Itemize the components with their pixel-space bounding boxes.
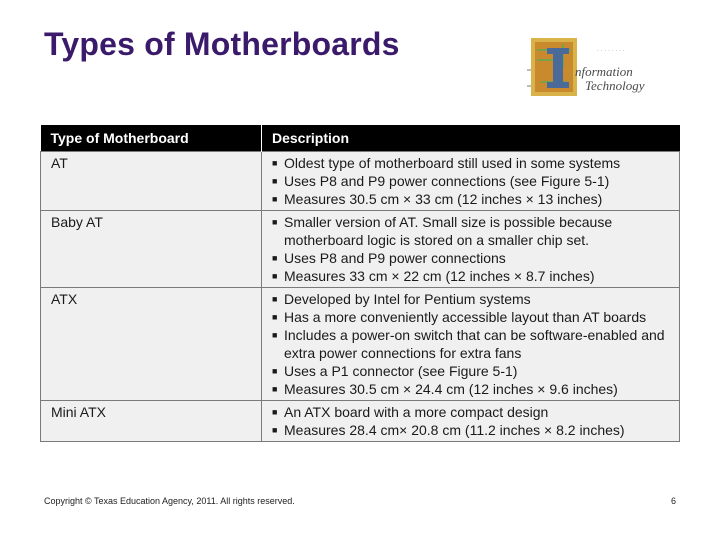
square-bullet-icon: ■ xyxy=(272,158,278,168)
row-type: Baby AT xyxy=(41,211,262,288)
slide-title: Types of Motherboards xyxy=(44,26,400,62)
information-technology-logo xyxy=(527,30,682,100)
bullet-item: ■ Uses P8 and P9 power connections (see Figure 5-1) xyxy=(272,173,610,189)
bullet-item: ■ Uses P8 and P9 power connections xyxy=(272,250,506,266)
bullet-item: ■ Has a more conveniently accessible layout than AT boards xyxy=(272,309,647,325)
row-type: ATX xyxy=(41,288,262,401)
row-description xyxy=(262,288,680,401)
logo-text-line2: Technology xyxy=(585,78,645,93)
bullet-item: ■ Oldest type of motherboard still used in some systems xyxy=(272,155,621,171)
square-bullet-icon: ■ xyxy=(272,425,278,435)
bullet-item: ■ Measures 30.5 cm × 24.4 cm (12 inches × 9.6 inches) xyxy=(272,381,618,397)
logo-text-line1: nformation xyxy=(575,64,633,79)
square-bullet-icon: ■ xyxy=(272,176,278,186)
row-description xyxy=(262,152,680,211)
bullet-item: ■ Includes a power-on switch that can be software-enabled and extra power connections for extra fans xyxy=(272,327,665,361)
copyright-footer: Copyright © Texas Education Agency, 2011. All rights reserved. xyxy=(44,496,295,506)
svg-text:· · · · · · · ·: · · · · · · · · xyxy=(597,48,625,54)
square-bullet-icon: ■ xyxy=(272,253,278,263)
motherboard-types-table xyxy=(40,125,680,442)
bullet-item: ■ Smaller version of AT. Small size is possible because motherboard logic is stored on a smaller chip set. xyxy=(272,214,613,248)
square-bullet-icon: ■ xyxy=(272,384,278,394)
row-type: Mini ATX xyxy=(41,401,262,442)
page-number: 6 xyxy=(670,496,676,506)
square-bullet-icon: ■ xyxy=(272,312,278,322)
bullet-item: ■ Measures 30.5 cm × 33 cm (12 inches × 13 inches) xyxy=(272,191,603,207)
bullet-item: ■ Measures 28.4 cm× 20.8 cm (11.2 inches × 8.2 inches) xyxy=(272,422,625,438)
square-bullet-icon: ■ xyxy=(272,330,278,340)
table-header-row xyxy=(41,125,680,152)
row-description xyxy=(262,401,680,442)
header-type: Type of Motherboard xyxy=(41,125,262,152)
square-bullet-icon: ■ xyxy=(272,271,278,281)
header-description: Description xyxy=(262,125,680,152)
square-bullet-icon: ■ xyxy=(272,366,278,376)
bullet-item: ■ Measures 33 cm × 22 cm (12 inches × 8.7 inches) xyxy=(272,268,595,284)
table-row xyxy=(41,401,680,442)
bullet-item: ■ Developed by Intel for Pentium systems xyxy=(272,291,531,307)
bullet-item: ■ An ATX board with a more compact design xyxy=(272,404,549,420)
table-row xyxy=(41,211,680,288)
table-row xyxy=(41,288,680,401)
square-bullet-icon: ■ xyxy=(272,194,278,204)
bullet-item: ■ Uses a P1 connector (see Figure 5-1) xyxy=(272,363,518,379)
square-bullet-icon: ■ xyxy=(272,294,278,304)
row-description xyxy=(262,211,680,288)
square-bullet-icon: ■ xyxy=(272,407,278,417)
row-type: AT xyxy=(41,152,262,211)
square-bullet-icon: ■ xyxy=(272,217,278,227)
table-row xyxy=(41,152,680,211)
